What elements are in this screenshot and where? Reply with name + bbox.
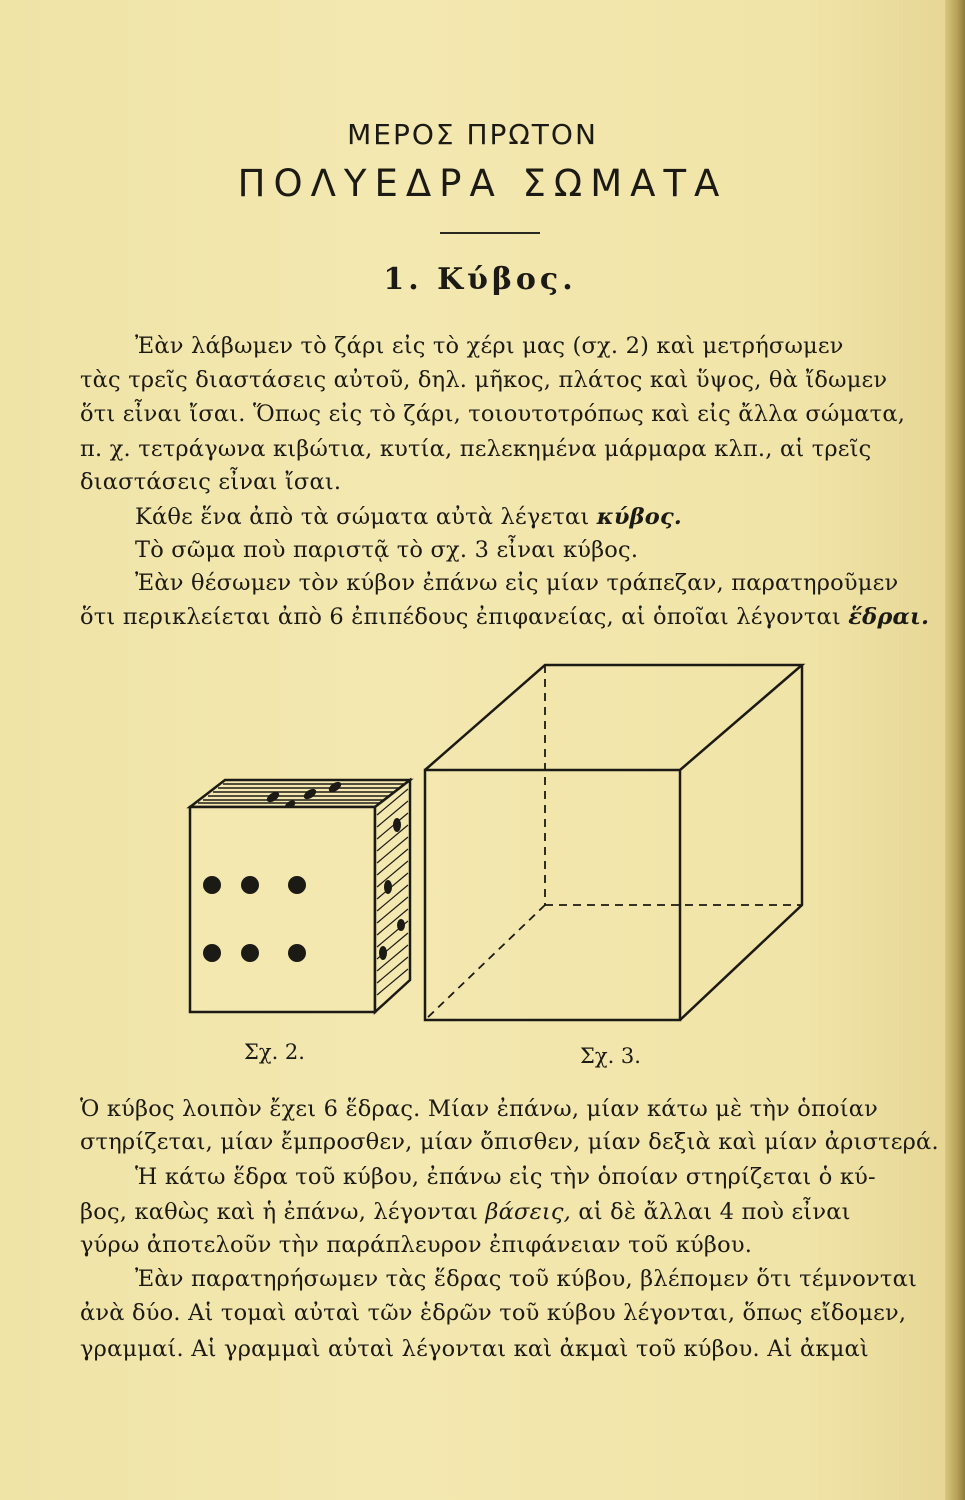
- term-vaseis: βάσεις,: [485, 1199, 572, 1225]
- term-kyvos: κύβος.: [596, 504, 682, 530]
- cube-hidden-edges: [425, 665, 802, 1020]
- p6-text-a: βος, καθὼς καὶ ἡ ἐπάνω, λέγονται: [80, 1199, 486, 1225]
- p6-text-b: αἱ δὲ ἄλλαι 4 ποὺ εἶναι: [571, 1199, 851, 1225]
- p2-line: [135, 504, 900, 530]
- p7-line-3: γραμμαί. Αἱ γραμμαὶ αὐταὶ λέγονται καὶ ἀκμαὶ τοῦ κύβου. Αἱ ἀκμαὶ: [80, 1336, 869, 1362]
- title-divider: [440, 232, 540, 234]
- dice-front-face: [190, 807, 375, 1012]
- figure-dice: [185, 775, 420, 1020]
- p6-line-2: [80, 1199, 900, 1225]
- p3-line: Τὸ σῶμα ποὺ παριστᾷ τὸ σχ. 3 εἶναι κύβος.: [135, 537, 639, 563]
- p6-line-1: Ἡ κάτω ἕδρα τοῦ κύβου, ἐπάνω εἰς τὴν ὁποίαν στηρίζεται ὁ κύ-: [135, 1164, 876, 1190]
- p1-line-3: ὅτι εἶναι ἴσαι. Ὅπως εἰς τὸ ζάρι, τοιουτοτρόπως καὶ εἰς ἄλλα σώματα,: [80, 401, 906, 427]
- p5-line-1: Ὁ κύβος λοιπὸν ἔχει 6 ἕδρας. Μίαν ἐπάνω, μίαν κάτω μὲ τὴν ὁποίαν: [80, 1096, 879, 1122]
- p4-text: ὅτι περικλείεται ἀπὸ 6 ἐπιπέδους ἐπιφανείας, αἱ ὁποῖαι λέγονται: [80, 604, 849, 630]
- p1-line-1: Ἐὰν λάβωμεν τὸ ζάρι εἰς τὸ χέρι μας (σχ. 2) καὶ μετρήσωμεν: [135, 333, 844, 359]
- caption-figure-3: Σχ. 3.: [580, 1044, 641, 1068]
- part-heading: ΜΕΡΟΣ ΠΡΩΤΟΝ: [347, 118, 598, 151]
- p6-line-3: γύρω ἀποτελοῦν τὴν παράπλευρον ἐπιφάνειαν τοῦ κύβου.: [80, 1232, 753, 1258]
- p4-line-2: [80, 604, 930, 630]
- chapter-title: ΠΟΛΥΕΔΡΑ ΣΩΜΑΤΑ: [237, 162, 728, 205]
- figure-cube: [420, 660, 810, 1030]
- section-heading: 1. Κύβος.: [383, 262, 577, 297]
- p1-line-2: τὰς τρεῖς διαστάσεις αὐτοῦ, δηλ. μῆκος, πλάτος καὶ ὕψος, θὰ ἴδωμεν: [80, 367, 888, 393]
- p1-line-4: π. χ. τετράγωνα κιβώτια, κυτία, πελεκημένα μάρμαρα κλπ., αἱ τρεῖς: [80, 436, 872, 462]
- p4-line-1: Ἐὰν θέσωμεν τὸν κύβον ἐπάνω εἰς μίαν τράπεζαν, παρατηροῦμεν: [135, 570, 899, 596]
- term-edrai: ἕδραι.: [848, 604, 930, 630]
- p2-text: Κάθε ἕνα ἀπὸ τὰ σώματα αὐτὰ λέγεται: [135, 504, 597, 530]
- p7-line-2: ἀνὰ δύο. Αἱ τομαὶ αὐταὶ τῶν ἑδρῶν τοῦ κύβου λέγονται, ὅπως εἴδομεν,: [80, 1300, 907, 1326]
- p5-line-2: στηρίζεται, μίαν ἔμπροσθεν, μίαν ὄπισθεν, μίαν δεξιὰ καὶ μίαν ἀριστερά.: [80, 1129, 939, 1155]
- caption-figure-2: Σχ. 2.: [244, 1040, 305, 1064]
- page-edge: [945, 0, 965, 1500]
- p1-line-5: διαστάσεις εἶναι ἴσαι.: [80, 469, 342, 495]
- p7-line-1: Ἐὰν παρατηρήσωμεν τὰς ἕδρας τοῦ κύβου, βλέπομεν ὅτι τέμνονται: [135, 1266, 917, 1292]
